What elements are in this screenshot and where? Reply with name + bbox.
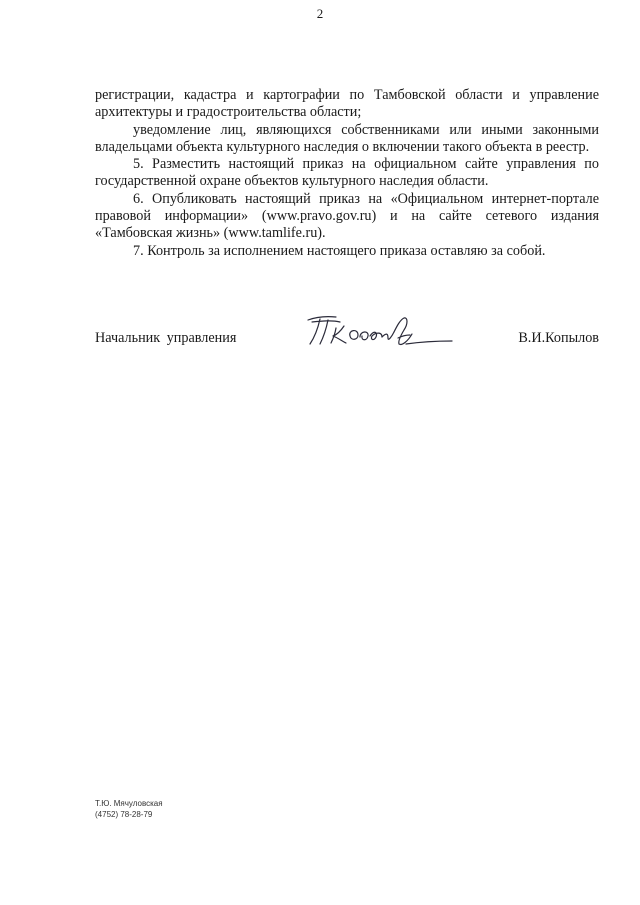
- executor-phone: (4752) 78-28-79: [95, 810, 153, 819]
- paragraph-item-5: 5. Разместить настоящий приказ на официальном сайте управления по государственной охране объектов культурного наследия области.: [95, 156, 599, 190]
- paragraph-item-6: 6. Опубликовать настоящий приказ на «Официальном интернет-портале правовой информации» (www.pravo.gov.ru) и на сайте сетевого издания «Тамбовская жизнь» (www.tamlife.ru).: [95, 190, 599, 242]
- paragraph-item-7: 7. Контроль за исполнением настоящего приказа оставляю за собой.: [133, 242, 546, 259]
- executor-footer: [95, 798, 163, 820]
- paragraph-continuation: регистрации, кадастра и картографии по Тамбовской области и управление архитектуры и градостроительства области;: [95, 87, 599, 121]
- document-body: [95, 87, 599, 260]
- signatory-title: Начальник управления: [95, 330, 237, 346]
- signatory-name: В.И.Копылов: [518, 330, 599, 346]
- page-number: 2: [316, 6, 324, 21]
- executor-name: Т.Ю. Мячуловская: [95, 799, 163, 808]
- paragraph-notification: уведомление лиц, являющихся собственниками или иными законными владельцами объекта культурного наследия о включении такого объекта в реестр.: [95, 121, 599, 155]
- handwritten-signature: [302, 308, 458, 358]
